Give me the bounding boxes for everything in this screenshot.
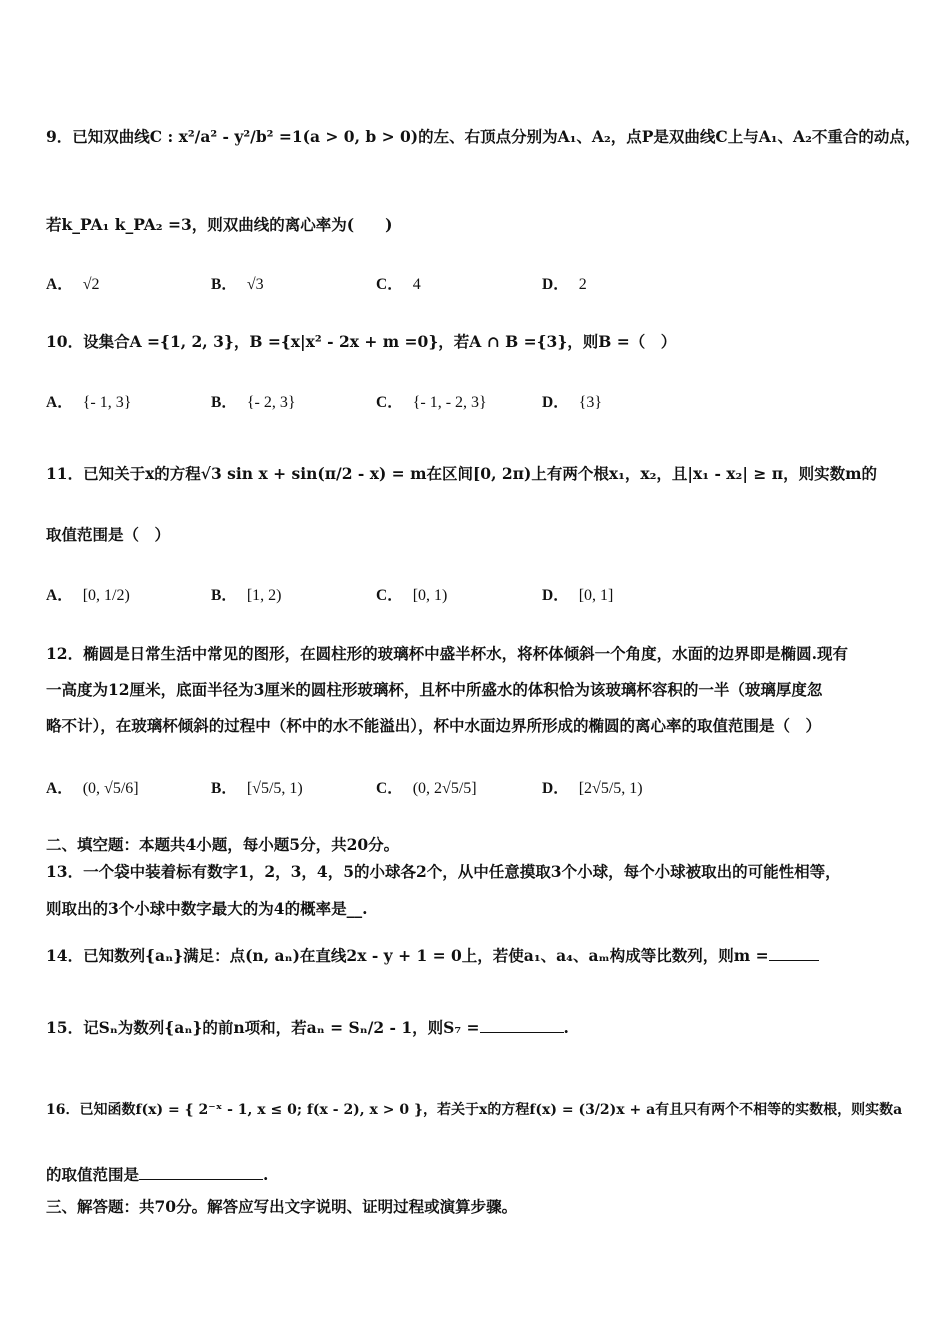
section-2-heading: 二、填空题：本题共4小题，每小题5分，共20分。: [46, 835, 400, 854]
option-b: B． √3: [211, 276, 264, 293]
option-a: A． {- 1, 3}: [46, 394, 132, 411]
question-13-line-2: 则取出的3个小球中数字最大的为4的概率是__.: [46, 899, 368, 918]
question-12-line-2: 一高度为12厘米，底面半径为3厘米的圆柱形玻璃杯，且杯中所盛水的体积恰为该玻璃杯容积的一半（玻璃厚度忽: [46, 680, 823, 699]
question-9-line-2: 若k_PA₁ k_PA₂ =3，则双曲线的离心率为( ): [46, 215, 393, 234]
option-c: C． 4: [376, 276, 421, 293]
question-12-line-1: 12．椭圆是日常生活中常见的图形，在圆柱形的玻璃杯中盛半杯水，将杯体倾斜一个角度，水面的边界即是椭圆.现有: [46, 644, 848, 663]
answer-blank: [480, 1016, 564, 1033]
question-15-line: 15．记Sₙ为数列{aₙ}的前n项和，若aₙ = Sₙ/2 - 1，则S₇ = .: [46, 1018, 569, 1037]
option-c: C． (0, 2√5/5]: [376, 780, 477, 797]
question-14-line: 14．已知数列{aₙ}满足：点(n, aₙ)在直线2x - y + 1 = 0上，若使a₁、a₄、aₘ构成等比数列，则m =: [46, 944, 910, 967]
answer-blank: [139, 1163, 263, 1180]
question-12-line-3: 略不计），在玻璃杯倾斜的过程中（杯中的水不能溢出），杯中水面边界所形成的椭圆的离心率的取值范围是（ ）: [46, 716, 822, 735]
question-10-line-1: 10．设集合A ={1, 2, 3}，B ={x|x² - 2x + m =0}，若A ∩ B ={3}，则B =（ ）: [46, 332, 677, 351]
option-a: A． √2: [46, 276, 100, 293]
option-a: A． [0, 1/2): [46, 587, 130, 604]
question-11-line-2: 取值范围是（ ）: [46, 525, 171, 544]
option-d: D． 2: [542, 276, 587, 293]
question-16-line-1: 16．已知函数f(x) = { 2⁻ˣ - 1, x ≤ 0; f(x - 2), x > 0 }，若关于x的方程f(x) = (3/2)x + a有且只有两个不相等的实数根，则实数a: [46, 1102, 903, 1118]
option-c: C． [0, 1): [376, 587, 448, 604]
question-9-line-1: 9．已知双曲线C : x²/a² - y²/b² =1(a > 0, b > 0)的左、右顶点分别为A₁、A₂，点P是双曲线C上与A₁、A₂不重合的动点，: [46, 127, 921, 146]
option-d: D． [0, 1]: [542, 587, 614, 604]
option-d: D． {3}: [542, 394, 603, 411]
option-a: A． (0, √5/6]: [46, 780, 139, 797]
section-3-heading: 三、解答题：共70分。解答应写出文字说明、证明过程或演算步骤。: [46, 1197, 518, 1216]
option-d: D． [2√5/5, 1): [542, 780, 643, 797]
option-b: B． {- 2, 3}: [211, 394, 296, 411]
option-c: C． {- 1, - 2, 3}: [376, 394, 487, 411]
answer-blank: [769, 944, 819, 961]
question-16-line-2: 的取值范围是 .: [46, 1165, 269, 1184]
question-11-line-1: 11．已知关于x的方程√3 sin x + sin(π/2 - x) = m在区间[0, 2π)上有两个根x₁，x₂，且|x₁ - x₂| ≥ π，则实数m的: [46, 464, 877, 483]
option-b: B． [1, 2): [211, 587, 282, 604]
option-b: B． [√5/5, 1): [211, 780, 303, 797]
question-13-line-1: 13．一个袋中装着标有数字1，2，3，4，5的小球各2个，从中任意摸取3个小球，每个小球被取出的可能性相等，: [46, 862, 841, 881]
